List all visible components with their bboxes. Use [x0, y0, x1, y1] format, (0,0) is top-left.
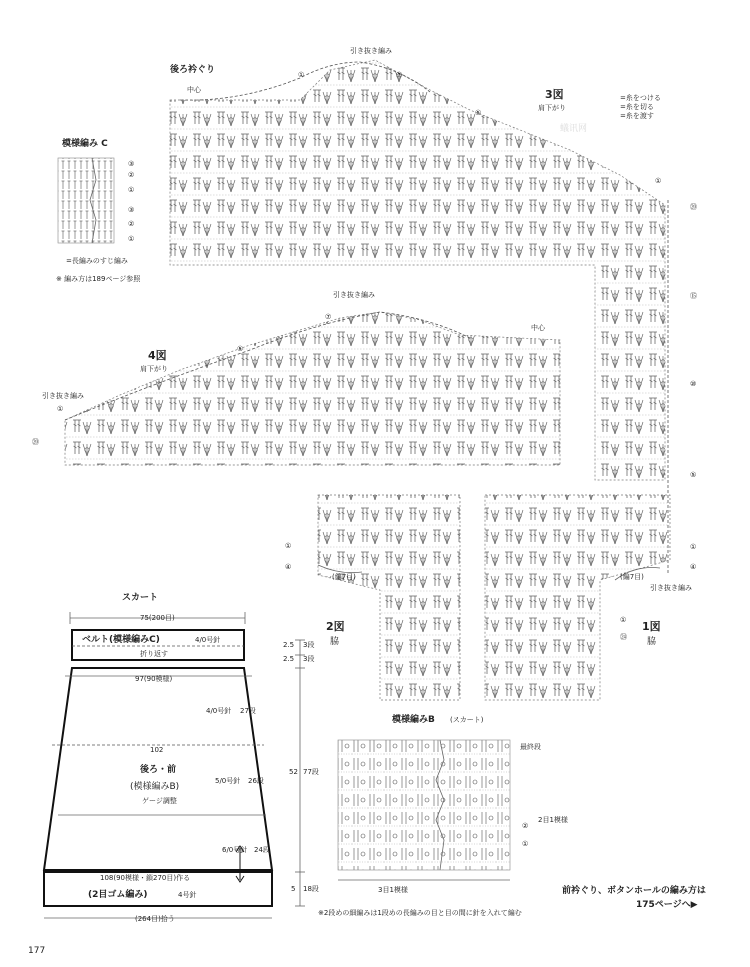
diagram2-knit7: (編7目) [332, 573, 356, 581]
rib-needle: 4号針 [178, 891, 197, 899]
d3-row-3: ⑤ [475, 109, 482, 117]
d1-row-1: ① [620, 616, 627, 624]
pattern-c-title: 模様編み C [62, 139, 108, 149]
watermark: 蟻讯网 [560, 124, 588, 134]
skirt-top-width: 75(200目) [140, 614, 175, 622]
legend-pass: =糸を渡す [620, 112, 654, 120]
d2-row-1: ① [285, 542, 292, 550]
rows-26: 26段 [248, 777, 264, 785]
footer-line-1: 前衿ぐり、ボタンホールの編み方は [562, 886, 706, 896]
bottom-label: (264目)拾う [135, 915, 175, 923]
d3-row-8: ⑤ [690, 471, 697, 479]
diagram4-subtitle: 肩下がり [140, 365, 168, 373]
width-97: 97(90模様) [135, 675, 173, 683]
page-number: 177 [28, 946, 46, 956]
diagram2-title: 2図 [326, 620, 345, 633]
center-label-3: 中心 [187, 86, 201, 94]
d3-row-10: ④ [690, 563, 697, 571]
dim-77: 77段 [303, 768, 319, 776]
d3-row-1: ① [298, 71, 305, 79]
pc-row-2: ② [128, 171, 135, 179]
belt-needle: 4/0号針 [195, 636, 221, 644]
legend-cut: =糸を切る [620, 103, 654, 111]
pattern-b-swatch [338, 740, 510, 880]
slip-label-4: 引き抜き編み [333, 291, 375, 299]
gauge-label: ゲージ調整 [142, 797, 177, 805]
diagram1-side: 脇 [647, 637, 657, 647]
skirt-body-title: 後ろ・前 [140, 765, 177, 775]
needle-5: 5/0号針 [215, 777, 241, 785]
pc-row-3: ① [128, 186, 135, 194]
footer-line-2: 175ページへ▶ [636, 900, 698, 910]
rows-24: 24段 [254, 846, 270, 854]
pb-row-1: ① [522, 840, 529, 848]
d3-row-2: ⑦ [396, 71, 403, 79]
pc-row-5: ② [128, 220, 135, 228]
d2-row-2: ④ [285, 563, 292, 571]
diagram-1 [485, 495, 670, 700]
d4-row-2: ⑤ [237, 345, 244, 353]
pattern-b-subtitle: (スカート) [450, 716, 484, 724]
d4-row-1: ⑦ [325, 313, 332, 321]
needle-4: 4/0号針 [206, 707, 232, 715]
pattern-b-title: 模様編みB [392, 715, 435, 725]
d3-row-7: ⑩ [690, 380, 697, 388]
pattern-c-note: ※ 編み方は189ページ参照 [56, 275, 141, 283]
d4-row-3: ① [57, 405, 64, 413]
pb-three-rows: 3目1模様 [378, 886, 408, 894]
make-label: 108(90模様・鎖270目)作る [100, 874, 191, 882]
pattern-c-swatch [58, 158, 114, 243]
skirt-body-pattern: (模様編みB) [130, 782, 180, 792]
d3-row-9: ① [690, 543, 697, 551]
d3-row-5: ⑳ [690, 203, 697, 211]
rib-label: (2目ゴム編み) [88, 890, 148, 900]
pb-row-2: ② [522, 822, 529, 830]
diagram4-title: 4図 [148, 349, 167, 362]
diagram2-side: 脇 [330, 637, 340, 647]
slip-label-4-left: 引き抜き編み [42, 392, 84, 400]
d3-row-6: ⑮ [690, 292, 697, 300]
diagram-2 [318, 495, 460, 700]
diagram1-slip: 引き抜き編み [650, 584, 692, 592]
dim-18: 18段 [303, 885, 319, 893]
dim-3-a: 3段 [303, 641, 315, 649]
d4-row-4: ⑳ [32, 438, 39, 446]
width-102: 102 [150, 746, 164, 754]
dim-5: 5 [291, 885, 296, 893]
dim-3-b: 3段 [303, 655, 315, 663]
slip-label-3: 引き抜き編み [350, 47, 392, 55]
pc-row-6: ① [128, 235, 135, 243]
pattern-c-legend: =長編みのすじ編み [66, 257, 128, 265]
diagram3-title: 3図 [545, 88, 564, 101]
diagram1-knit7: (編7目) [620, 573, 644, 581]
diagram-4 [65, 312, 560, 465]
dim-2-5-b: 2.5 [283, 655, 295, 663]
d1-row-2: ㉔ [620, 633, 627, 641]
d3-row-4: ① [655, 177, 662, 185]
pb-note: ※2段めの細編みは1段めの長編みの目と目の間に針を入れて編む [318, 909, 522, 917]
diagram3-subtitle: 肩下がり [538, 104, 566, 112]
rows-27: 27段 [240, 707, 256, 715]
pc-row-4: ③ [128, 206, 135, 214]
dim-52: 52 [289, 768, 298, 776]
pb-repeat: 2目1模様 [538, 816, 568, 824]
needle-6: 6/0号針 [222, 846, 248, 854]
back-neck-label: 後ろ衿ぐり [170, 65, 216, 75]
pc-row-1: ③ [128, 160, 135, 168]
last-row-label: 最終段 [520, 743, 541, 751]
skirt-title: スカート [122, 593, 159, 603]
legend-attach: =糸をつける [620, 94, 661, 102]
fold-label: 折り返す [140, 650, 168, 658]
dim-2-5-a: 2.5 [283, 641, 295, 649]
belt-label: ベルト(模様編みC) [82, 635, 160, 645]
center-label-4: 中心 [531, 324, 545, 332]
diagram1-title: 1図 [642, 620, 661, 633]
